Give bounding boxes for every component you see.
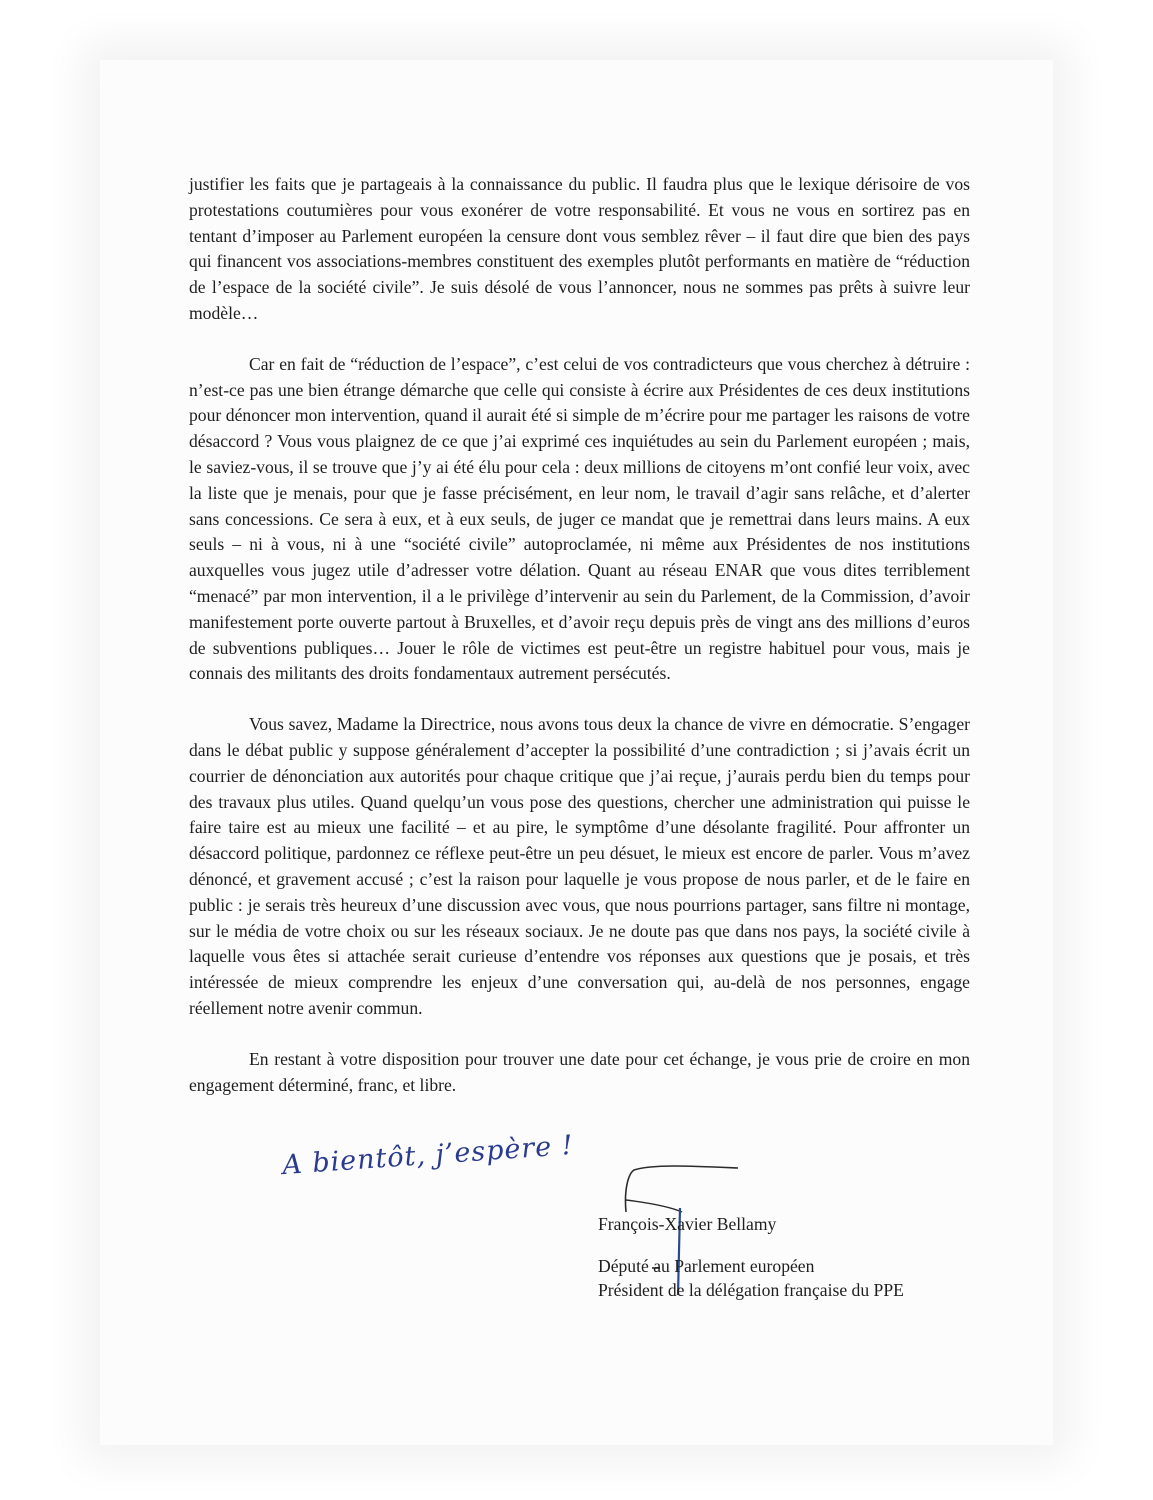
signatory-title: Député au Parlement européen	[598, 1256, 815, 1276]
signatory-name: François-Xavier Bellamy	[598, 1214, 777, 1234]
signature-block	[598, 1212, 904, 1302]
paragraph-1: justifier les faits que je partageais à la connaissance du public. Il faudra plus que le lexique dérisoire de vos protestations coutumières pour vous exonérer de votre responsabilité. Et vous ne vous en sortirez pas en tentant d’imposer au Parlement européen la censure dont vous semblez rêver – il faut dire que bien des pays qui financent vos associations-membres constituent des exemples plutôt performants en matière de “réduction de l’espace de la société civile”. Je suis désolé de vous l’annoncer, nous ne sommes pas prêts à suivre leur modèle…	[189, 174, 970, 323]
paragraph-2: Car en fait de “réduction de l’espace”, c’est celui de vos contradicteurs que vous cherchez à détruire : n’est-ce pas une bien étrange démarche que celle qui consiste à écrire aux Présidentes de ces deux institutions pour dénoncer mon intervention, quand il aurait été si simple de m’écrire pour me partager les raisons de votre désaccord ? Vous vous plaignez de ce que j’ai exprimé ces inquiétudes au sein du Parlement européen ; mais, le saviez-vous, il se trouve que j’y ai été élu pour cela : deux millions de citoyens m’ont confié leur voix, avec la liste que je menais, pour que je fasse précisément, en leur nom, le travail d’agir sans relâche, et d’alerter sans concessions. Ce sera à eux, et à eux seuls, de juger ce mandat que je remettrai dans leurs mains. A eux seuls – ni à vous, ni à une “société civile” autoproclamée, ni même aux Présidentes de nos institutions auxquelles vous jugez utile d’adresser votre délation. Quant au réseau ENAR que vous dites terriblement “menacé” par mon intervention, il a le privilège d’intervenir au sein du Parlement, de la Commission, d’avoir manifestement porte ouverte partout à Bruxelles, et d’avoir reçu depuis près de vingt ans des millions d’euros de subventions publiques… Jouer le rôle de victimes est peut-être un registre habituel pour vous, mais je connais des militants des droits fondamentaux autrement persécutés.	[189, 353, 970, 684]
signatory-role: Président de la délégation française du PPE	[598, 1280, 904, 1300]
paragraph-3: Vous savez, Madame la Directrice, nous avons tous deux la chance de vivre en démocratie. S’engager dans le débat public y suppose généralement d’accepter la possibilité d’une contradiction ; si j’avais écrit un courrier de dénonciation aux autorités pour chaque critique que j’ai reçue, j’aurais perdu bien du temps pour des travaux plus utiles. Quand quelqu’un vous pose des questions, chercher une administration qui puisse le faire taire est au mieux une facilité – et au pire, le symptôme d’une désolante fragilité. Pour affronter un désaccord politique, pardonnez ce réflexe peut-être un peu désuet, le mieux est encore de parler. Vous m’avez dénoncé, et gravement accusé ; c’est la raison pour laquelle je vous propose de nous parler, et de le faire en public : je serais très heureux d’une discussion avec vous, que nous pourrions partager, sans filtre ni montage, sur le média de votre choix ou sur les réseaux sociaux. Je ne doute pas que dans nos pays, la société civile à laquelle vous êtes si attachée serait curieuse d’entendre vos réponses aux questions que je posais, et très intéressée de mieux comprendre les enjeux d’une conversation qui, au-delà de nos personnes, engage réellement notre avenir commun.	[189, 714, 970, 1018]
handwritten-note: A bientôt, j’espère !	[281, 1129, 575, 1182]
closing-paragraph: En restant à votre disposition pour trouver une date pour cet échange, je vous prie de croire en mon engagement déterminé, franc, et libre.	[189, 1048, 970, 1095]
letter-body	[189, 172, 970, 1098]
